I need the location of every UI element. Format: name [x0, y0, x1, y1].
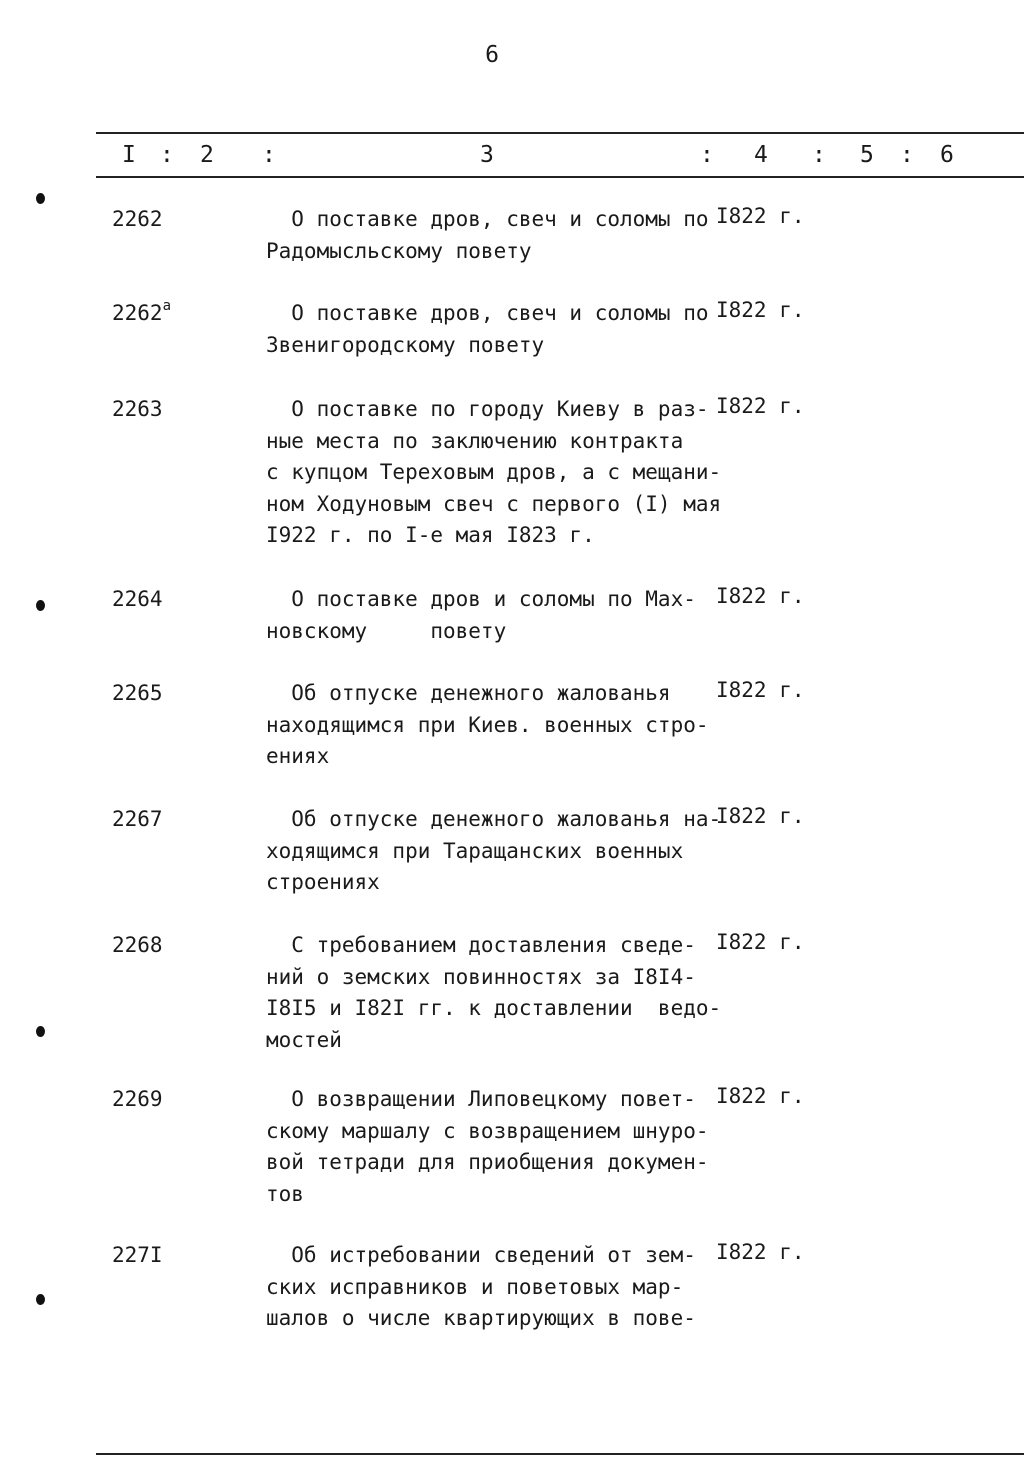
entry-number: 227I: [112, 1243, 163, 1267]
page-bottom-rule: [96, 1453, 1024, 1455]
table-top-rule: [96, 132, 1024, 134]
binding-hole-mark: [36, 1294, 45, 1305]
entry-year: I822 г.: [716, 204, 805, 228]
entry-description: О поставке дров, свеч и соломы по Звенигородскому повету: [266, 301, 709, 357]
entry-number: 2264: [112, 587, 163, 611]
binding-hole-mark: [36, 193, 45, 204]
entry-description: О поставке дров, свеч и соломы по Радомысльскому повету: [266, 207, 709, 263]
entry-number: 2268: [112, 933, 163, 957]
column-separator: :: [700, 142, 714, 168]
column-separator: :: [160, 142, 174, 168]
entry-number: 2262: [112, 207, 163, 231]
binding-hole-mark: [36, 1026, 45, 1037]
entry-number: 2269: [112, 1087, 163, 1111]
binding-hole-mark: [36, 600, 45, 611]
column-separator: :: [812, 142, 826, 168]
entry-number: 2267: [112, 807, 163, 831]
entry-year: I822 г.: [716, 394, 805, 418]
entry-description: О поставке дров и соломы по Мах- новскому повету: [266, 587, 696, 643]
entry-year: I822 г.: [716, 298, 805, 322]
entry-description: С требованием доставления сведе- ний о земских повинностях за I8I4- I8I5 и I82I гг. к доставлении ведо- мостей: [266, 933, 722, 1052]
header-bottom-rule: [96, 176, 1024, 178]
entry-year: I822 г.: [716, 678, 805, 702]
column-header-1: I: [122, 142, 136, 168]
column-header-2: 2: [200, 142, 214, 168]
entry-description: Об истребовании сведений от зем- ских исправников и поветовых мар- шалов о числе квартирующих в пове-: [266, 1243, 696, 1330]
entry-year: I822 г.: [716, 804, 805, 828]
column-separator: :: [900, 142, 914, 168]
entry-description: Об отпуске денежного жалованья находящимся при Киев. военных стро- ениях: [266, 681, 709, 768]
entry-description: Об отпуске денежного жалованья на- ходящимся при Таращанских военных строениях: [266, 807, 722, 894]
entry-number: 2265: [112, 681, 163, 705]
column-separator: :: [262, 142, 276, 168]
entry-year: I822 г.: [716, 930, 805, 954]
column-header-3: 3: [480, 142, 494, 168]
entry-year: I822 г.: [716, 1084, 805, 1108]
column-header-6: 6: [940, 142, 954, 168]
entry-description: О поставке по городу Киеву в раз- ные места по заключению контракта с купцом Тереховым дров, а с мещани- ном Ходуновым свеч с первого (I) мая I922 г. по I-е мая I823 г.: [266, 397, 722, 547]
column-header-5: 5: [860, 142, 874, 168]
entry-year: I822 г.: [716, 1240, 805, 1264]
page-number: 6: [485, 42, 499, 68]
entry-description: О возвращении Липовецкому повет- скому маршалу с возвращением шнуро- вой тетради для приобщения докумен- тов: [266, 1087, 709, 1206]
column-header-4: 4: [754, 142, 768, 168]
entry-year: I822 г.: [716, 584, 805, 608]
entry-number: $2262^а$: [112, 298, 172, 325]
entry-number: 2263: [112, 397, 163, 421]
